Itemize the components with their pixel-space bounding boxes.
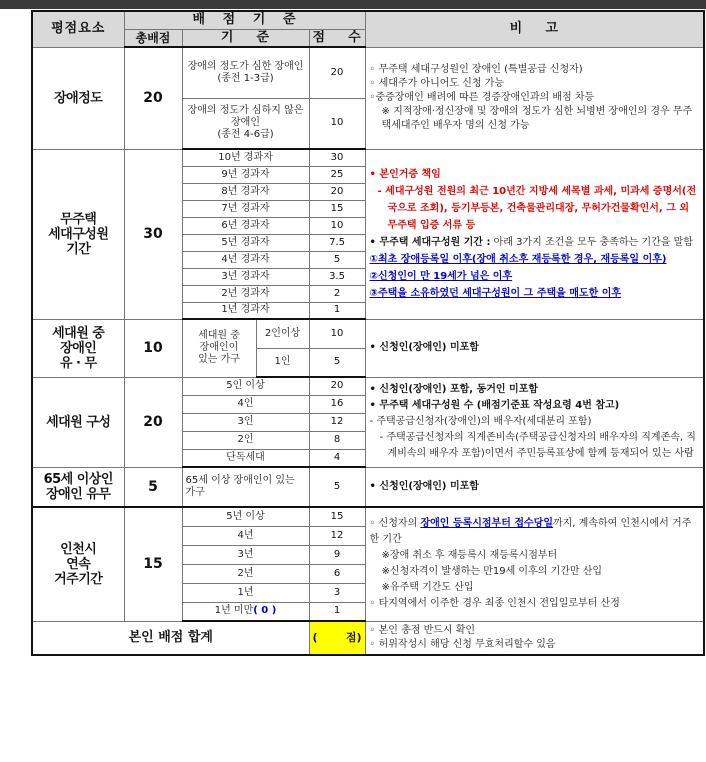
total-score-input[interactable] [309,621,365,655]
homeless-condition-3: ③주택을 소유하였던 세대구성원이 그 주택을 매도한 이후 [369,288,622,299]
disabled-member-score-2plus: 10 [309,319,365,348]
elderly-note: • 신청인(장애인) 미포함 [365,467,704,507]
header-criteria: 기 준 [182,29,309,47]
homeless-criteria-7y: 7년 경과자 [182,200,309,217]
household-criteria-single: 단독세대 [182,449,309,467]
household-note-3: - 주택공급신청자(장애인)의 배우자(세대분리 포함) [369,416,592,427]
elderly-total: 5 [124,467,182,507]
residence-total: 15 [124,507,182,621]
residence-score-5plus: 15 [309,507,365,526]
disability-score-mild: 10 [309,98,365,149]
residence-note-link: 장애인 등록시점부터 접수당일 [420,518,553,530]
residence-criteria-under1y [182,602,309,621]
homeless-condition-2: ②신청인이 만 19세가 넘은 이후 [369,271,513,282]
household-score-2: 8 [309,431,365,449]
residence-category: 인천시 연속 거주기간 [32,507,124,621]
homeless-note-title: • 본인거증 책임 [369,169,441,180]
household-note-2: • 무주택 세대구성원 수 (배점기준표 작성요령 4번 참고) [369,400,620,411]
homeless-score-5y: 7.5 [309,234,365,251]
homeless-condition-1: ①최초 장애등록일 이후(장애 취소후 재등록한 경우, 재등록일 이후) [369,254,667,265]
household-notes [365,377,704,467]
homeless-criteria-2y: 2년 경과자 [182,285,309,302]
residence-score-2y: 6 [309,564,365,583]
residence-note-a: ◦ 신청자의 [369,518,421,530]
residence-criteria-1y: 1년 [182,583,309,602]
homeless-note-def-label: • 무주택 세대구성원 기간 : [369,237,491,248]
homeless-criteria-9y: 9년 경과자 [182,166,309,183]
household-note-4: - 주택공급신청자의 직계존비속(주택공급신청자의 배우자의 직계존속, 직계비속의 배우자 포함)이면서 주민등록표상에 함께 등재되어 있는 사람 [379,432,696,459]
homeless-score-2y: 2 [309,285,365,302]
homeless-total: 30 [124,149,182,319]
residence-note-b: 까지, 계속하여 인천시에서 거주한 기간 [369,518,692,546]
disabled-member-sub-1: 1인 [256,348,309,377]
total-open-paren: ( [312,630,318,644]
disability-notes [365,47,704,149]
household-score-single: 4 [309,449,365,467]
total-close-paren: 점) [345,630,362,644]
elderly-score: 5 [309,467,365,507]
residence-notes [365,507,704,621]
disabled-member-category: 세대원 중 장애인 유 · 무 [32,319,124,377]
homeless-criteria-8y: 8년 경과자 [182,183,309,200]
residence-criteria-5plus: 5년 이상 [182,507,309,526]
homeless-note-def-text: 아래 3가지 조건을 모두 충족하는 기간을 말함 [490,237,693,248]
residence-score-4y: 12 [309,526,365,545]
residence-note-c: ※장애 취소 후 재등록시 재등록시점부터 [381,550,558,562]
disability-criteria-mild: 장애의 정도가 심하지 않은 장애인 (종전 4-6급) [182,98,309,149]
homeless-score-8y: 20 [309,183,365,200]
header-score: 점 수 [309,29,365,47]
disabled-member-note: • 신청인(장애인) 미포함 [365,319,704,377]
residence-criteria-4y: 4년 [182,526,309,545]
homeless-score-6y: 10 [309,217,365,234]
homeless-score-9y: 25 [309,166,365,183]
disability-score-severe: 20 [309,47,365,98]
header-group-title: 배 점 기 준 [124,11,365,29]
disability-note-2: ◦ 세대주가 아니어도 신청 가능 [369,78,505,89]
residence-criteria-2y: 2년 [182,564,309,583]
disability-total: 20 [124,47,182,149]
disability-note-4: ※ 지적장애·정신장애 및 장애의 정도가 심한 뇌병변 장애인의 경우 무주택세대주인 배우자 명의 신청 가능 [381,106,693,131]
homeless-criteria-6y: 6년 경과자 [182,217,309,234]
homeless-notes [365,149,704,319]
header-total-score: 총배점 [124,29,182,47]
top-border-bar [0,0,706,9]
residence-under1y-paren: ( 0 ) [253,605,277,617]
total-label: 본인 배점 합계 [32,621,309,655]
household-note-1: • 신청인(장애인) 포함, 동거인 미포함 [369,384,539,395]
household-score-4: 16 [309,395,365,413]
household-criteria-3: 3인 [182,413,309,431]
total-notes [365,621,704,655]
residence-note-f: ◦ 타지역에서 이주한 경우 최종 인천시 전입일로부터 산정 [369,598,620,610]
residence-score-under1y: 1 [309,602,365,621]
residence-criteria-3y: 3년 [182,545,309,564]
homeless-criteria-3y: 3년 경과자 [182,268,309,285]
residence-score-3y: 9 [309,545,365,564]
homeless-score-3y: 3.5 [309,268,365,285]
disabled-member-score-1: 5 [309,348,365,377]
homeless-category: 무주택 세대구성원 기간 [32,149,124,319]
homeless-score-10y: 30 [309,149,365,166]
household-criteria-4: 4인 [182,395,309,413]
household-score-3: 12 [309,413,365,431]
homeless-criteria-5y: 5년 경과자 [182,234,309,251]
disability-note-1: ◦ 무주택 세대구성원인 장애인 (특별공급 신청자) [369,64,583,75]
household-criteria-2: 2인 [182,431,309,449]
header-category: 평점요소 [32,11,124,47]
household-category: 세대원 구성 [32,377,124,467]
header-remarks: 비 고 [365,11,704,47]
residence-note-d: ※신청자격이 발생하는 만19세 이후의 기간만 산입 [381,566,603,578]
homeless-score-7y: 15 [309,200,365,217]
homeless-note-documents: - 세대구성원 전원의 최근 10년간 지방세 세목별 과세, 미과세 증명서(전국으로 조회), 등기부등본, 건축물관리대장, 무허가건물확인서, 그 외 무주택 입증 서류 등 [377,186,697,231]
homeless-score-4y: 5 [309,251,365,268]
disabled-member-sub-2plus: 2인이상 [256,319,309,348]
disabled-member-criteria: 세대원 중 장애인이 있는 가구 [182,319,256,377]
homeless-criteria-10y: 10년 경과자 [182,149,309,166]
disability-note-3: ◦중증장애인 배려에 따른 경증장애인과의 배점 차등 [369,92,595,103]
residence-note-e: ※유주택 기간도 산입 [381,582,474,594]
homeless-score-1y: 1 [309,302,365,319]
residence-score-1y: 3 [309,583,365,602]
homeless-criteria-4y: 4년 경과자 [182,251,309,268]
total-note-2: ◦ 허위작성시 해당 신청 무효처리할수 있음 [369,638,556,650]
scoring-table [31,10,705,656]
total-note-1: ◦ 본인 총점 반드시 확인 [369,624,476,636]
disabled-member-total: 10 [124,319,182,377]
elderly-category: 65세 이상인 장애인 유무 [32,467,124,507]
residence-under1y-label: 1년 미만 [214,605,254,617]
disability-category: 장애정도 [32,47,124,149]
homeless-criteria-1y: 1년 경과자 [182,302,309,319]
household-total: 20 [124,377,182,467]
household-score-5plus: 20 [309,377,365,395]
disability-criteria-severe: 장애의 정도가 심한 장애인 (종전 1-3급) [182,47,309,98]
household-criteria-5plus: 5인 이상 [182,377,309,395]
elderly-criteria: 65세 이상 장애인이 있는 가구 [182,467,309,507]
